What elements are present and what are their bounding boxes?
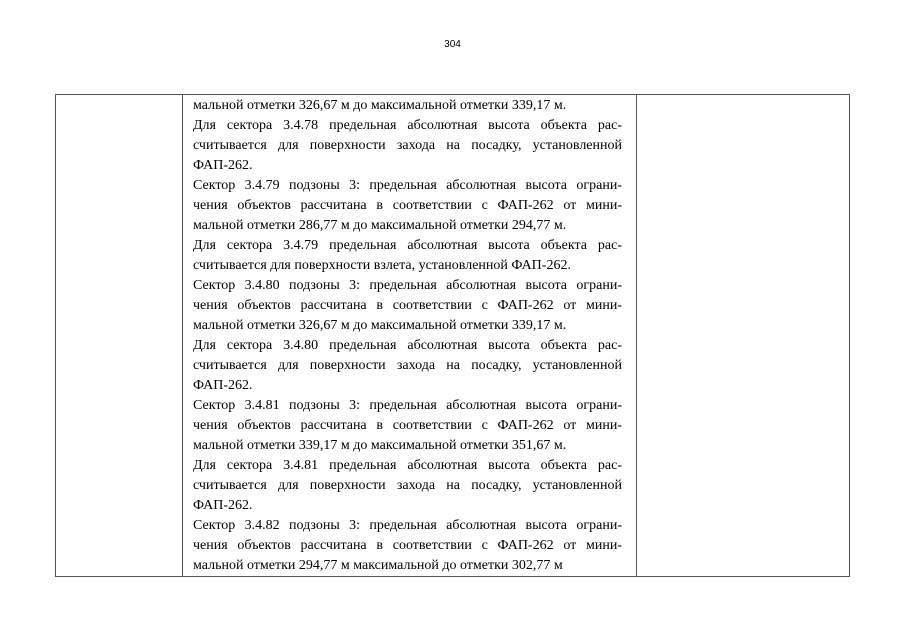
paragraph xyxy=(193,336,622,396)
text-line: чения объектов рассчитана в соответствии с ФАП-262 от мини- xyxy=(193,418,622,433)
paragraph xyxy=(193,116,622,176)
content-table xyxy=(55,94,850,577)
text-line: Для сектора 3.4.78 предельная абсолютная высота объекта рас- xyxy=(193,118,622,133)
text-line: считывается для поверхности захода на посадку, установленной xyxy=(193,138,622,153)
text-line: мальной отметки 339,17 м до максимальной отметки 351,67 м. xyxy=(193,438,567,453)
text-line: Сектор 3.4.81 подзоны 3: предельная абсолютная высота ограни- xyxy=(193,398,622,413)
text-line: мальной отметки 326,67 м до максимальной отметки 339,17 м. xyxy=(193,98,567,113)
page-number: 304 xyxy=(444,39,461,50)
table-cell-main xyxy=(183,95,637,577)
paragraph xyxy=(193,396,622,456)
text-line: считывается для поверхности захода на посадку, установленной xyxy=(193,358,622,373)
text-line: ФАП-262. xyxy=(193,378,253,393)
text-line: чения объектов рассчитана в соответствии с ФАП-262 от мини- xyxy=(193,198,622,213)
table-cell-left xyxy=(56,95,183,577)
text-line: чения объектов рассчитана в соответствии с ФАП-262 от мини- xyxy=(193,298,622,313)
paragraph xyxy=(193,176,622,236)
main-cell-content xyxy=(183,95,636,576)
text-line: ФАП-262. xyxy=(193,498,253,513)
paragraph xyxy=(193,96,622,116)
text-line: ФАП-262. xyxy=(193,158,253,173)
text-line: считывается для поверхности захода на посадку, установленной xyxy=(193,478,622,493)
paragraph xyxy=(193,236,622,276)
text-line: чения объектов рассчитана в соответствии с ФАП-262 от мини- xyxy=(193,538,622,553)
table-cell-right xyxy=(637,95,850,577)
text-line: Сектор 3.4.82 подзоны 3: предельная абсолютная высота ограни- xyxy=(193,518,622,533)
text-line: считывается для поверхности взлета, установленной ФАП-262. xyxy=(193,258,571,273)
text-line: мальной отметки 286,77 м до максимальной отметки 294,77 м. xyxy=(193,218,567,233)
text-line: мальной отметки 294,77 м максимальной до отметки 302,77 м xyxy=(193,558,563,573)
paragraph xyxy=(193,456,622,516)
text-line: Для сектора 3.4.81 предельная абсолютная высота объекта рас- xyxy=(193,458,622,473)
text-line: Сектор 3.4.80 подзоны 3: предельная абсолютная высота ограни- xyxy=(193,278,622,293)
text-line: Сектор 3.4.79 подзоны 3: предельная абсолютная высота ограни- xyxy=(193,178,622,193)
table-row xyxy=(56,95,850,577)
text-line: Для сектора 3.4.80 предельная абсолютная высота объекта рас- xyxy=(193,338,622,353)
paragraph xyxy=(193,276,622,336)
paragraph xyxy=(193,516,622,576)
text-line: Для сектора 3.4.79 предельная абсолютная высота объекта рас- xyxy=(193,238,622,253)
text-line: мальной отметки 326,67 м до максимальной отметки 339,17 м. xyxy=(193,318,567,333)
